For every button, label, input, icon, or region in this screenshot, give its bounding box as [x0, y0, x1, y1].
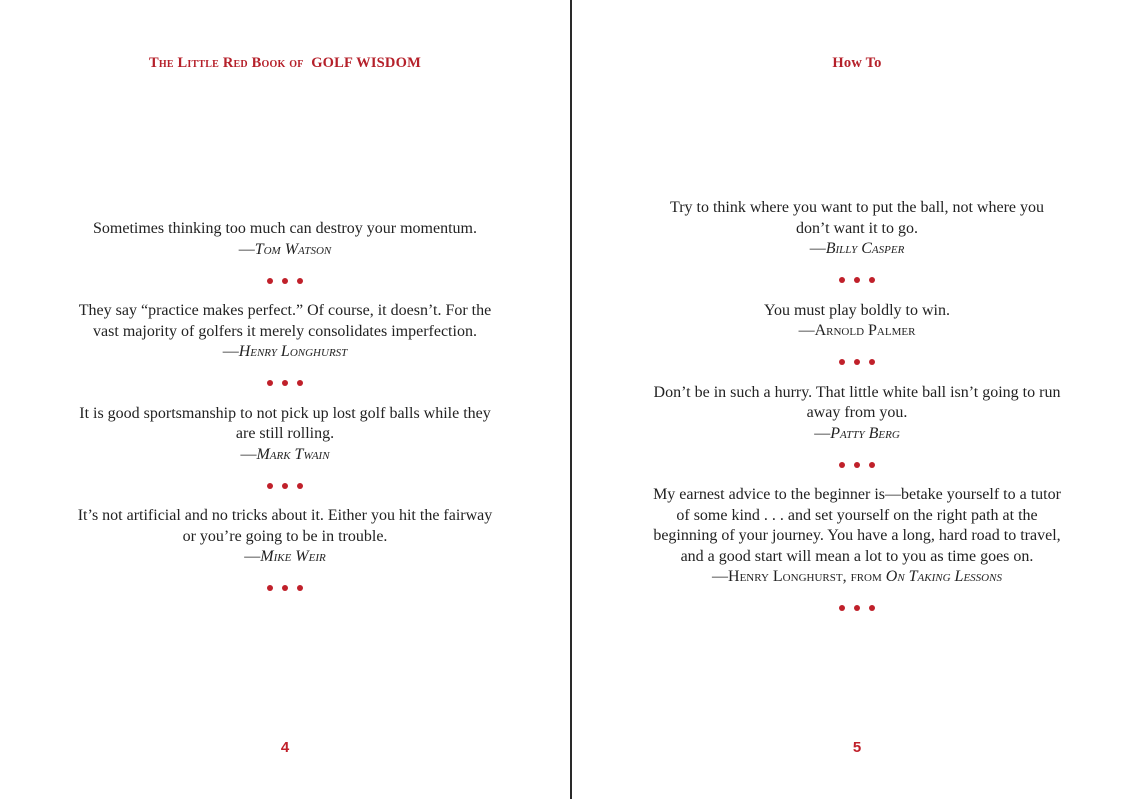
quote-author: Mike Weir: [260, 548, 326, 565]
quote-text: Don’t be in such a hurry. That little white ball isn’t going to run away from you.: [653, 383, 1061, 421]
quote-author: Arnold Palmer: [814, 322, 916, 339]
quote-author: Mark Twain: [256, 445, 330, 463]
quote-text: Try to think where you want to put the ball, not where you don’t want it to go.: [669, 199, 1045, 237]
quote-block: [75, 301, 495, 363]
quote-block: [652, 301, 1062, 342]
right-quotes: [572, 198, 1142, 629]
page-number: 5: [852, 739, 862, 756]
quote-attribution: —Billy Casper: [809, 240, 905, 257]
quote-author: Patty Berg: [830, 424, 900, 442]
dot-separator: [0, 363, 570, 404]
quote-text: Sometimes thinking too much can destroy your momentum.: [93, 220, 477, 237]
dot-separator: [572, 260, 1142, 301]
left-running-head: [0, 55, 570, 72]
quote-source: On Taking Lessons: [885, 568, 1002, 585]
dot-separator: [572, 342, 1142, 383]
quote-block: [652, 485, 1062, 588]
quote-text: It is good sportsmanship to not pick up lost golf balls while they are still rolling.: [79, 404, 491, 442]
dot-separator: [572, 444, 1142, 485]
page-number: 4: [280, 739, 290, 756]
quote-block: [652, 383, 1062, 445]
left-page: [0, 0, 570, 799]
quote-text: They say “practice makes perfect.” Of course, it doesn’t. For the vast majority of golfers it merely consolidates imperfection.: [78, 302, 492, 340]
quote-block: [75, 404, 495, 466]
dot-separator: [0, 465, 570, 506]
right-page: [572, 0, 1142, 799]
quote-author: Tom Watson: [254, 240, 332, 258]
quote-attribution: —Mark Twain: [240, 445, 330, 463]
quote-attribution: —Tom Watson: [238, 240, 332, 258]
running-head-prefix: The Little Red Book of: [149, 55, 304, 71]
quote-block: [75, 219, 495, 260]
quote-block: [652, 198, 1062, 260]
running-head-title: GOLF WISDOM: [311, 55, 421, 71]
left-quotes: [0, 219, 570, 609]
quote-attribution: —Mike Weir: [244, 548, 326, 565]
dot-separator: [0, 568, 570, 609]
quote-author: Billy Casper: [825, 240, 905, 257]
dot-separator: [0, 260, 570, 301]
quote-author: Henry Longhurst, from: [728, 568, 882, 585]
quote-attribution: —Patty Berg: [814, 424, 900, 442]
quote-attribution: —Henry Longhurst: [222, 343, 348, 360]
quote-text: It’s not artificial and no tricks about it. Either you hit the fairway or you’re going to be in trouble.: [77, 507, 493, 545]
quote-attribution: —Arnold Palmer: [798, 322, 916, 339]
quote-block: [75, 506, 495, 568]
quote-author: Henry Longhurst: [238, 343, 348, 360]
quote-text: My earnest advice to the beginner is—betake yourself to a tutor of some kind . . . and set yourself on the right path at the beginning of your journey. You have a long, hard road to travel, and a good start will mean a lot to you as time goes on.: [653, 486, 1061, 565]
right-running-head: How To: [832, 55, 882, 71]
dot-separator: [572, 588, 1142, 629]
quote-text: You must play boldly to win.: [764, 301, 950, 319]
quote-attribution: —Henry Longhurst, from On Taking Lessons: [712, 568, 1002, 585]
